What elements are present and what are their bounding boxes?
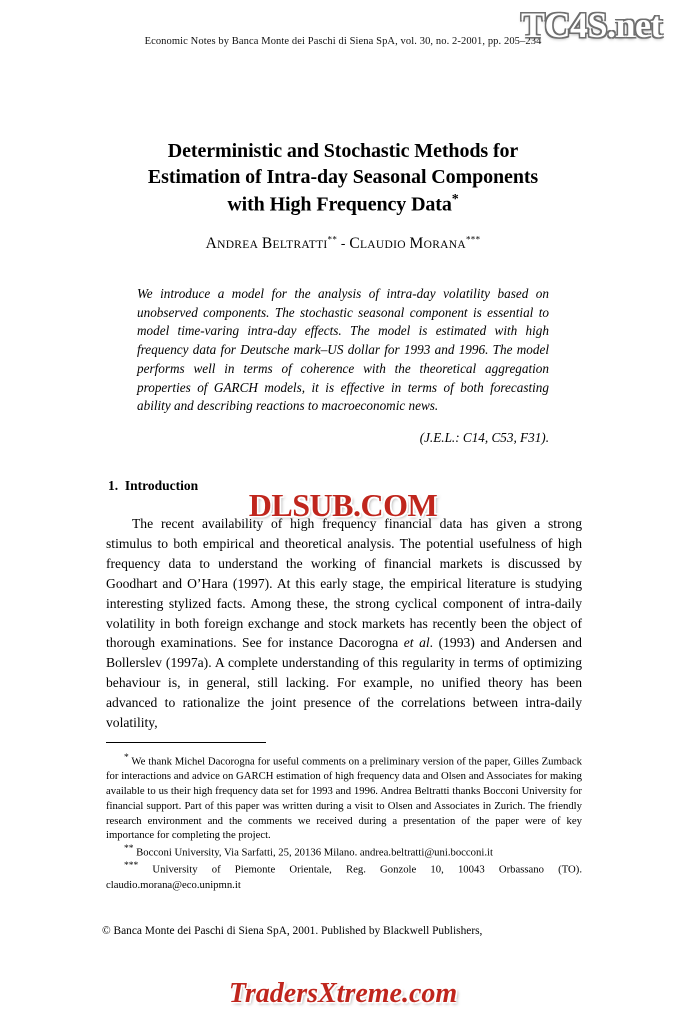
footnote-block [106,752,582,893]
title-line-3-text: with High Frequency Data [227,193,452,216]
copyright-line: © Banca Monte dei Paschi di Siena SpA, 2001. Published by Blackwell Publishers, [102,925,483,937]
footnote-three-text: University of Piemonte Orientale, Reg. Gonzole 10, 10043 Orbassano (TO). claudio.morana@eco.unipmn.it [106,864,582,891]
section-heading [108,478,198,494]
footnote-three-marker: *** [124,861,139,872]
section-number: 1. [108,478,119,493]
footnote-two-text: Bocconi University, Via Sarfatti, 25, 20136 Milano. andrea.beltratti@uni.bocconi.it [133,846,493,859]
body-paragraph-1 [106,514,582,733]
author-list [96,234,590,253]
author-one-marker: ** [327,234,338,244]
jel-classification: (J.E.L.: C14, C53, F31). [419,430,549,445]
footnote-two [106,843,582,860]
paper-title [96,138,590,218]
watermark-center: DLSUB.COM [248,487,438,523]
footnote-star-marker: * [124,753,129,763]
footnote-three [106,860,582,892]
title-line-1: Deterministic and Stochastic Methods for [167,140,519,162]
footnote-rule [106,742,266,743]
footnote-two-marker: ** [124,844,134,855]
author-two-marker: *** [466,234,481,244]
title-line-3 [96,191,590,218]
footnote-star-text: We thank Michel Dacorogna for useful comments on a preliminary version of the paper, Gilles Zumback for interactions and advice on GARCH estimation of high frequency data and Olsen and Associates for making available to us their high frequency data set for 1993 and 1996. Andrea Beltratti thanks Bocconi University for financial support. Part of this paper was written during a visit to Olsen and Associates in Zurich. The friendly research environment and the comments we received during a presentation of the paper were of key importance for completing the project. [106,755,582,842]
body-part-a: The recent availability of high frequency financial data has given a strong stimulus to both empirical and theoretical analysis. The potential usefulness of high frequency data to understand the working of financial markets is discussed by Goodhart and O’Hara (1997). At this early stage, the empirical literature is studying interesting stylized facts. Among these, the strong cyclical component of intra-daily volatility in both foreign exchange and stock markets has recently been the object of thorough examinations. See for instance Dacorogna [106,516,582,651]
section-title: Introduction [124,478,199,493]
body-italic-etal: et al [403,635,430,651]
author-separator: - [337,235,350,251]
author-two: CLAUDIO MORANA*** [349,234,481,252]
journal-running-head: Economic Notes by Banca Monte dei Paschi di Siena SpA, vol. 30, no. 2-2001, pp. 205–234 [144,36,542,47]
title-line-2: Estimation of Intra-day Seasonal Components [147,166,539,189]
title-footnote-marker: * [451,191,459,207]
footnote-star [106,752,582,843]
watermark-top-right: TC4S.net [520,5,662,45]
author-one: ANDREA BELTRATTI** [205,234,338,252]
watermark-bottom: TradersXtreme.com [228,978,458,1009]
body-part-b: . (1993) and Andersen and Bollerslev (1997a). A complete understanding of this regularity in terms of optimizing behaviour is, in general, still lacking. For example, no unified theory has been advanced to rationalize the joint presence of the correlations between intra-daily volatility, [106,635,582,731]
abstract-text: We introduce a model for the analysis of intra-day volatility based on unobserved components. The stochastic seasonal component is essential to model time-varing intra-day effects. The model is estimated with high frequency data for Deutsche mark–US dollar for 1993 and 1996. The model performs well in terms of coherence with the theoretical aggregation properties of GARCH models, it is effective in terms of both forecasting ability and describing reactions to macroeconomic news. [137,286,549,414]
